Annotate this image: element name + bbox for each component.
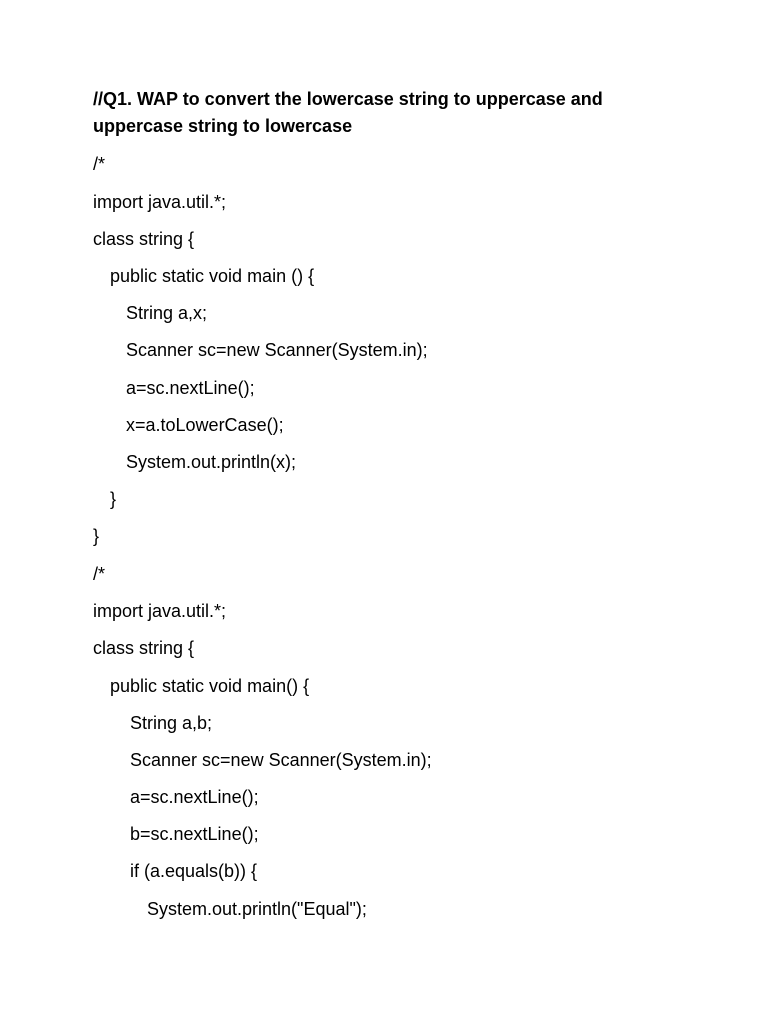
- code-line-19: b=sc.nextLine();: [130, 824, 259, 844]
- code-line-17: Scanner sc=new Scanner(System.in);: [130, 750, 432, 770]
- code-line-2: import java.util.*;: [93, 192, 227, 212]
- code-line-14: class string {: [93, 638, 195, 658]
- code-line-13: import java.util.*;: [93, 601, 227, 621]
- code-line-8: x=a.toLowerCase();: [126, 415, 284, 435]
- question-heading: //Q1. WAP to convert the lowercase string to uppercase and uppercase string to lowercase: [93, 89, 603, 136]
- code-line-7: a=sc.nextLine();: [126, 378, 255, 398]
- code-line-18: a=sc.nextLine();: [130, 787, 259, 807]
- code-line-12: /*: [93, 564, 106, 584]
- code-line-20: if (a.equals(b)) {: [130, 861, 258, 881]
- code-line-11: }: [93, 526, 100, 546]
- code-line-3: class string {: [93, 229, 195, 249]
- code-line-6: Scanner sc=new Scanner(System.in);: [126, 340, 428, 360]
- code-line-15: public static void main() {: [110, 676, 310, 696]
- code-line-5: String a,x;: [126, 303, 208, 323]
- code-line-10: }: [110, 489, 117, 509]
- code-line-16: String a,b;: [130, 713, 213, 733]
- code-line-1: /*: [93, 154, 106, 174]
- code-line-21: System.out.println("Equal");: [147, 899, 367, 919]
- code-line-9: System.out.println(x);: [126, 452, 297, 472]
- code-line-4: public static void main () {: [110, 266, 315, 286]
